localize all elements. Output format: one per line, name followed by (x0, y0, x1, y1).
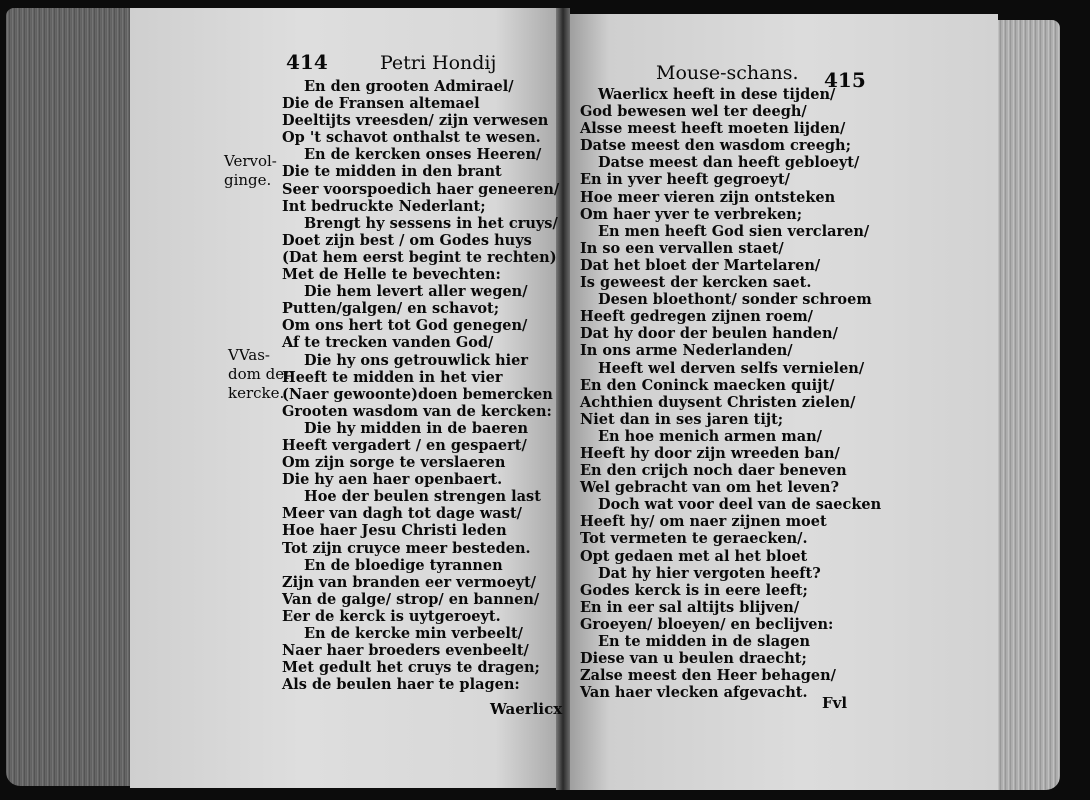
verse-line: Als de beulen haer te plagen: (282, 676, 520, 694)
verse-line: Eer de kerck is uytgeroeyt. (282, 607, 501, 625)
book-edge-right (992, 20, 1060, 790)
verse-line: Alsse meest heeft moeten lijden/ (580, 120, 846, 138)
verse-line: (Naer gewoonte)doen bemercken (282, 385, 553, 403)
verse-line: Waerlicx heeft in dese tijden/ (598, 86, 836, 103)
verse-line: Opt gedaen met al het bloet (580, 547, 808, 565)
verse-line: Seer voorspoedich haer geneeren/ (282, 180, 560, 198)
verse-line: En de bloedige tyrannen (304, 556, 503, 574)
verse-line: Om zijn sorge te verslaeren (282, 454, 506, 472)
verse-line: Om ons hert tot God genegen/ (282, 317, 528, 335)
verse-line: Wel gebracht van om het leven? (580, 479, 839, 497)
verse-line: En men heeft God sien verclaren/ (598, 222, 870, 240)
verse-line: En den Coninck maecken quijt/ (580, 376, 835, 394)
verse-line: Heeft gedregen zijnen roem/ (580, 308, 813, 326)
verse-line: Hoe meer vieren zijn ontsteken (580, 188, 836, 206)
verse-line: En de kercken onses Heeren/ (304, 146, 542, 164)
verse-line: Op 't schavot onthalst te wesen. (282, 129, 541, 147)
verse-line: Doet zijn best / om Godes huys (282, 231, 532, 249)
verse-line: Meer van dagh tot dage wast/ (282, 505, 522, 523)
verse-line: Putten/galgen/ en schavot; (282, 300, 500, 318)
verse-line: Diese van u beulen draecht; (580, 650, 807, 668)
right-verse-column (580, 86, 881, 701)
verse-line: Die de Fransen altemael (282, 95, 480, 113)
verse-line: Die te midden in den brant (282, 163, 502, 181)
verse-line: Desen bloethont/ sonder schroem (598, 291, 872, 309)
verse-line: Tot vermeten te geraecken/. (580, 530, 808, 548)
verse-line: Die hy midden in de baeren (304, 419, 528, 437)
verse-line: Naer haer broeders evenbeelt/ (282, 642, 529, 660)
right-running-head: Mouse-schans. (656, 62, 799, 84)
margin-note-wasdom-2: dom der (228, 365, 292, 383)
verse-line: In ons arme Nederlanden/ (580, 342, 793, 360)
margin-note-vervolginge-1: Vervol- (224, 152, 277, 170)
verse-line: Om haer yver te verbreken; (580, 205, 803, 223)
verse-line: Van de galge/ strop/ en bannen/ (282, 590, 540, 608)
verse-line: En in eer sal altijts blijven/ (580, 598, 800, 616)
verse-line: Dat het bloet der Martelaren/ (580, 256, 821, 274)
verse-line: Niet dan in ses jaren tijt; (580, 410, 784, 428)
verse-line: God bewesen wel ter deegh/ (580, 103, 807, 121)
verse-line: Grooten wasdom van de kercken: (282, 402, 552, 420)
margin-note-wasdom-1: VVas- (228, 346, 270, 364)
verse-line: In so een vervallen staet/ (580, 239, 784, 257)
verse-line: Af te trecken vanden God/ (282, 334, 494, 352)
left-verse-column (282, 78, 559, 693)
verse-line: En te midden in de slagen (598, 633, 811, 650)
verse-line: Die hy ons getrouwlick hier (304, 351, 529, 369)
verse-line: Datse meest den wasdom creegh; (580, 137, 851, 155)
verse-line: (Dat hem eerst begint te rechten) (282, 248, 557, 266)
right-catchword: Fvl (822, 694, 848, 712)
verse-line: Is geweest der kercken saet. (580, 274, 812, 292)
margin-note-vervolginge-2: ginge. (224, 171, 272, 189)
verse-line: Heeft te midden in het vier (282, 368, 503, 386)
left-page-number: 414 (286, 50, 328, 74)
verse-line: Godes kerck is in eere leeft; (580, 581, 808, 599)
verse-line: Heeft vergadert / en gespaert/ (282, 436, 527, 454)
verse-line: Achthien duysent Christen zielen/ (580, 393, 856, 411)
verse-line: Brengt hy sessens in het cruys/ (304, 214, 558, 232)
verse-line: En hoe menich armen man/ (598, 427, 822, 445)
right-page-number: 415 (824, 68, 866, 92)
verse-line: Tot zijn cruyce meer besteden. (282, 539, 531, 557)
verse-line: Doch wat voor deel van de saecken (598, 496, 882, 514)
left-catchword: Waerlicx (490, 700, 563, 718)
verse-line: Die hy aen haer openbaert. (282, 471, 503, 489)
verse-line: Van haer vlecken afgevacht. (580, 684, 808, 702)
left-running-head: Petri Hondij (380, 52, 497, 74)
verse-line: Zijn van branden eer vermoeyt/ (282, 573, 537, 591)
verse-line: Hoe haer Jesu Christi leden (282, 522, 507, 540)
verse-line: En de kercke min verbeelt/ (304, 625, 523, 642)
verse-line: Zalse meest den Heer behagen/ (580, 667, 836, 685)
verse-line: Heeft hy door zijn wreeden ban/ (580, 444, 840, 462)
verse-line: En den grooten Admirael/ (304, 78, 514, 95)
verse-line: Int bedruckte Nederlant; (282, 197, 486, 215)
margin-note-wasdom-3: kercke. (228, 384, 285, 402)
verse-line: En in yver heeft gegroeyt/ (580, 171, 790, 189)
verse-line: Datse meest dan heeft gebloeyt/ (598, 154, 860, 172)
verse-line: Deeltijts vreesden/ zijn verwesen (282, 112, 549, 130)
book-edge-left (6, 8, 136, 786)
verse-line: Heeft wel derven selfs vernielen/ (598, 359, 865, 377)
verse-line: Heeft hy/ om naer zijnen moet (580, 513, 827, 531)
verse-line: Dat hy hier vergoten heeft? (598, 564, 821, 582)
verse-line: Met gedult het cruys te dragen; (282, 659, 540, 677)
verse-line: En den crijch noch daer beneven (580, 462, 847, 480)
verse-line: Groeyen/ bloeyen/ en beclijven: (580, 615, 834, 633)
verse-line: Met de Helle te bevechten: (282, 266, 501, 284)
verse-line: Die hem levert aller wegen/ (304, 283, 528, 301)
verse-line: Dat hy door der beulen handen/ (580, 325, 838, 343)
verse-line: Hoe der beulen strengen last (304, 488, 541, 506)
